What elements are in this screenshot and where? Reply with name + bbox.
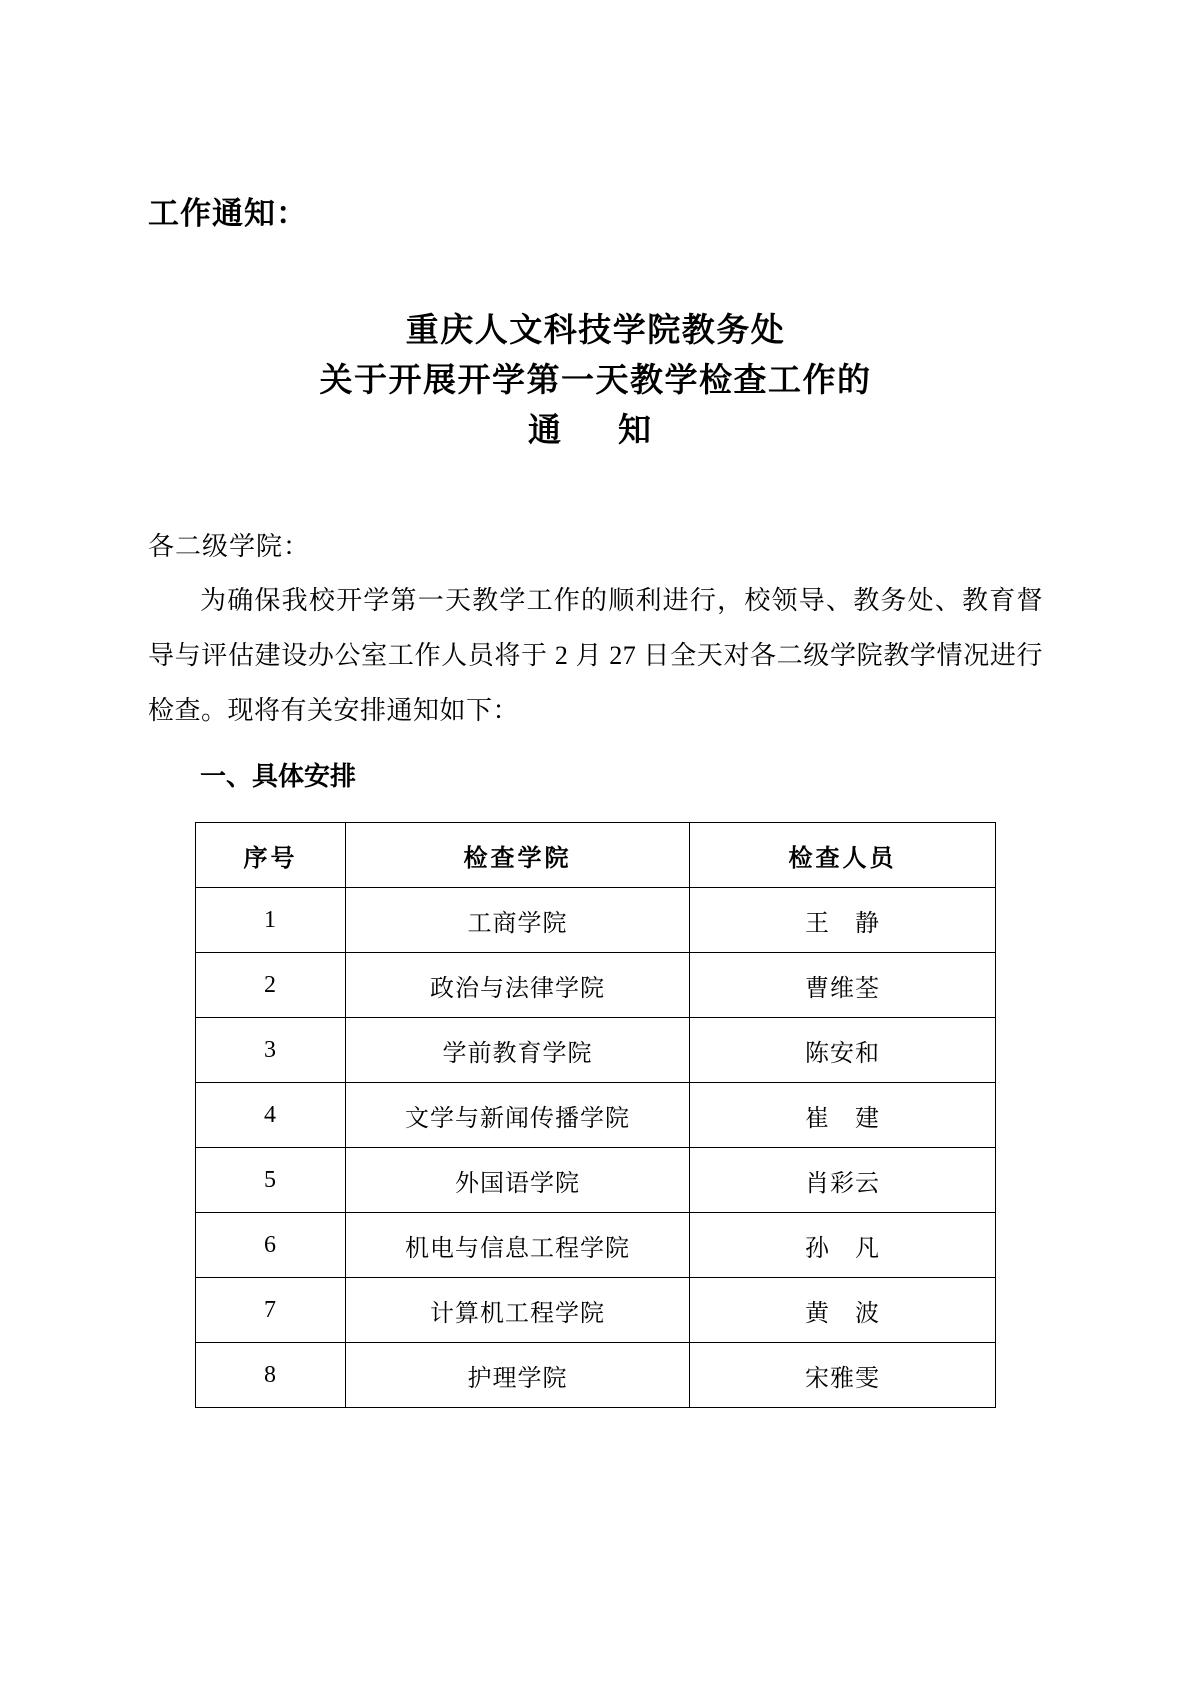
cell-inspector: 黄 波 bbox=[690, 1278, 996, 1343]
cell-inspector: 肖彩云 bbox=[690, 1148, 996, 1213]
cell-inspector: 宋雅雯 bbox=[690, 1343, 996, 1408]
document-title bbox=[148, 305, 1043, 455]
inspection-schedule-table bbox=[195, 822, 996, 1408]
cell-college: 政治与法律学院 bbox=[346, 953, 690, 1018]
document-title-line-2: 关于开展开学第一天教学检查工作的 bbox=[319, 360, 872, 399]
column-header-inspector: 检查人员 bbox=[690, 823, 996, 888]
cell-inspector: 孙 凡 bbox=[690, 1213, 996, 1278]
column-header-college: 检查学院 bbox=[346, 823, 690, 888]
column-header-no: 序号 bbox=[196, 823, 346, 888]
addressee: 各二级学院： bbox=[148, 532, 311, 561]
cell-inspector: 王 静 bbox=[690, 888, 996, 953]
cell-college: 文学与新闻传播学院 bbox=[346, 1083, 690, 1148]
table-row bbox=[196, 1083, 996, 1148]
table-row bbox=[196, 1213, 996, 1278]
cell-no: 1 bbox=[196, 888, 346, 953]
notice-label: 工作通知： bbox=[148, 196, 308, 232]
table-row bbox=[196, 1278, 996, 1343]
cell-inspector: 崔 建 bbox=[690, 1083, 996, 1148]
cell-no: 5 bbox=[196, 1148, 346, 1213]
cell-inspector: 曹维荃 bbox=[690, 953, 996, 1018]
body-paragraph: 为确保我校开学第一天教学工作的顺利进行，校领导、教务处、教育督导与评估建设办公室工作人员将于 2 月 27 日全天对各二级学院教学情况进行检查。现将有关安排通知如下： bbox=[148, 586, 1043, 725]
cell-college: 计算机工程学院 bbox=[346, 1278, 690, 1343]
cell-no: 3 bbox=[196, 1018, 346, 1083]
table-row bbox=[196, 953, 996, 1018]
table-row bbox=[196, 1343, 996, 1408]
cell-college: 工商学院 bbox=[346, 888, 690, 953]
document-title-line-1: 重庆人文科技学院教务处 bbox=[405, 310, 786, 349]
cell-college: 外国语学院 bbox=[346, 1148, 690, 1213]
cell-no: 4 bbox=[196, 1083, 346, 1148]
cell-inspector: 陈安和 bbox=[690, 1018, 996, 1083]
table-row bbox=[196, 1018, 996, 1083]
cell-no: 6 bbox=[196, 1213, 346, 1278]
cell-college: 学前教育学院 bbox=[346, 1018, 690, 1083]
cell-college: 护理学院 bbox=[346, 1343, 690, 1408]
document-title-line-3: 通 知 bbox=[528, 410, 663, 449]
table-row bbox=[196, 1148, 996, 1213]
cell-no: 8 bbox=[196, 1343, 346, 1408]
cell-no: 2 bbox=[196, 953, 346, 1018]
table-header-row bbox=[196, 823, 996, 888]
table-row bbox=[196, 888, 996, 953]
cell-no: 7 bbox=[196, 1278, 346, 1343]
section-heading-arrangements: 一、具体安排 bbox=[200, 762, 357, 792]
cell-college: 机电与信息工程学院 bbox=[346, 1213, 690, 1278]
